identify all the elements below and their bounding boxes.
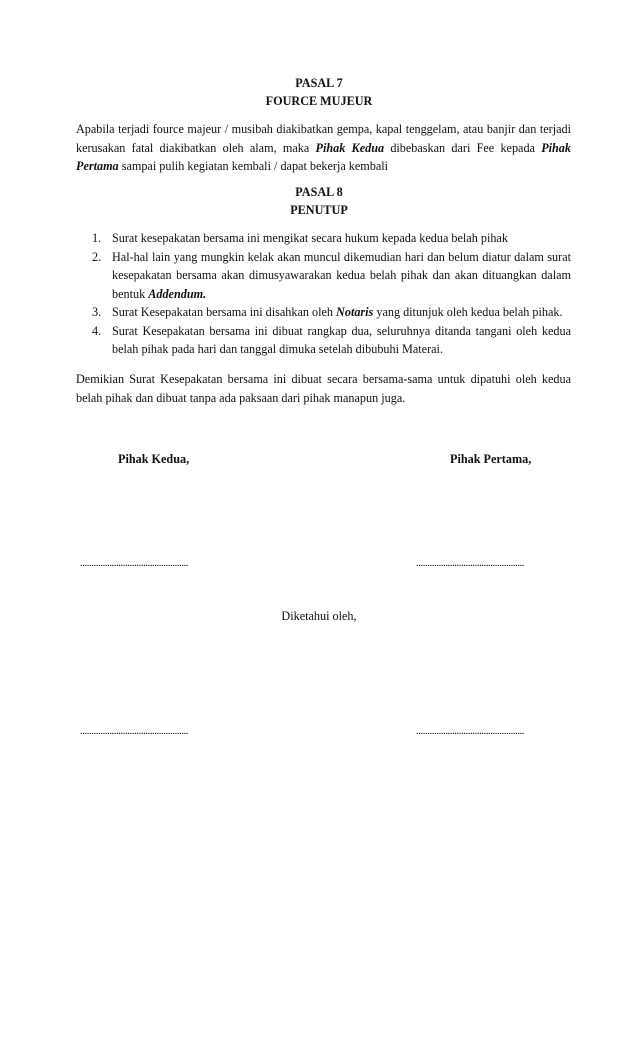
list-item-emph-addendum: Addendum. bbox=[148, 286, 207, 301]
signature-line-pihak-kedua: ................................................ bbox=[80, 557, 188, 569]
signature-line-witness-left: ................................................ bbox=[80, 725, 188, 737]
pasal7-text-3: sampai pulih kegiatan kembali / dapat bekerja kembali bbox=[118, 159, 389, 173]
pasal8-title: PASAL 8 bbox=[295, 185, 343, 199]
list-item-text: Surat Kesepakatan bersama ini dibuat rangkap dua, seluruhnya ditanda tangani oleh kedua belah pihak pada hari dan tanggal dimuka setelah dibubuhi Materai. bbox=[112, 323, 571, 356]
pasal7-title: PASAL 7 bbox=[295, 76, 343, 90]
list-item bbox=[76, 303, 571, 322]
list-item-number: 3. bbox=[92, 305, 102, 319]
pasal8-subtitle: PENUTUP bbox=[290, 203, 348, 217]
known-by-label: Diketahui oleh, bbox=[281, 609, 357, 623]
list-item-number: 4. bbox=[92, 323, 102, 338]
signature-label-pihak-kedua: Pihak Kedua, bbox=[118, 452, 190, 466]
pasal7-paragraph bbox=[76, 120, 571, 176]
pasal7-emph-pihak-pertama: Pihak Pertama bbox=[76, 140, 571, 173]
list-item-emph-notaris: Notaris bbox=[336, 305, 374, 319]
pasal7-text-1: Apabila terjadi fource majeur / musibah diakibatkan gempa, kapal tenggelam, atau banjir dan terjadi kerusakan fatal diakibatkan oleh alam, maka bbox=[76, 122, 571, 155]
signature-line-witness-right: ................................................ bbox=[416, 725, 524, 737]
list-item bbox=[76, 229, 571, 248]
list-item-text: Surat Kesepakatan bersama ini disahkan oleh bbox=[112, 305, 337, 319]
list-item-number: 1. bbox=[92, 231, 102, 245]
pasal8-list bbox=[76, 229, 571, 359]
pasal7-emph-pihak-kedua: Pihak Kedua bbox=[315, 140, 385, 155]
list-item-text: Surat kesepakatan bersama ini mengikat secara hukum kepada kedua belah pihak bbox=[112, 231, 508, 245]
list-item-text-after: yang ditunjuk oleh kedua belah pihak. bbox=[373, 305, 563, 319]
list-item-number: 2. bbox=[92, 249, 102, 264]
signature-label-pihak-pertama: Pihak Pertama, bbox=[450, 452, 532, 466]
signature-line-pihak-pertama: ................................................ bbox=[416, 557, 524, 569]
closing-paragraph: Demikian Surat Kesepakatan bersama ini dibuat secara bersama-sama untuk dipatuhi oleh kedua belah pihak dan dibuat tanpa ada paksaan dari pihak manapun juga. bbox=[76, 372, 571, 405]
pasal7-text-2: dibebaskan dari Fee kepada bbox=[384, 140, 542, 155]
list-item bbox=[76, 322, 571, 359]
list-item-text: Hal-hal lain yang mungkin kelak akan muncul dikemudian hari dan belum diatur dalam surat kesepakatan bersama akan dimusyawarakan kedua belah pihak dan akan dituangkan dalam bentuk bbox=[112, 249, 571, 301]
pasal7-subtitle: FOURCE MUJEUR bbox=[265, 94, 373, 108]
list-item bbox=[76, 248, 571, 304]
